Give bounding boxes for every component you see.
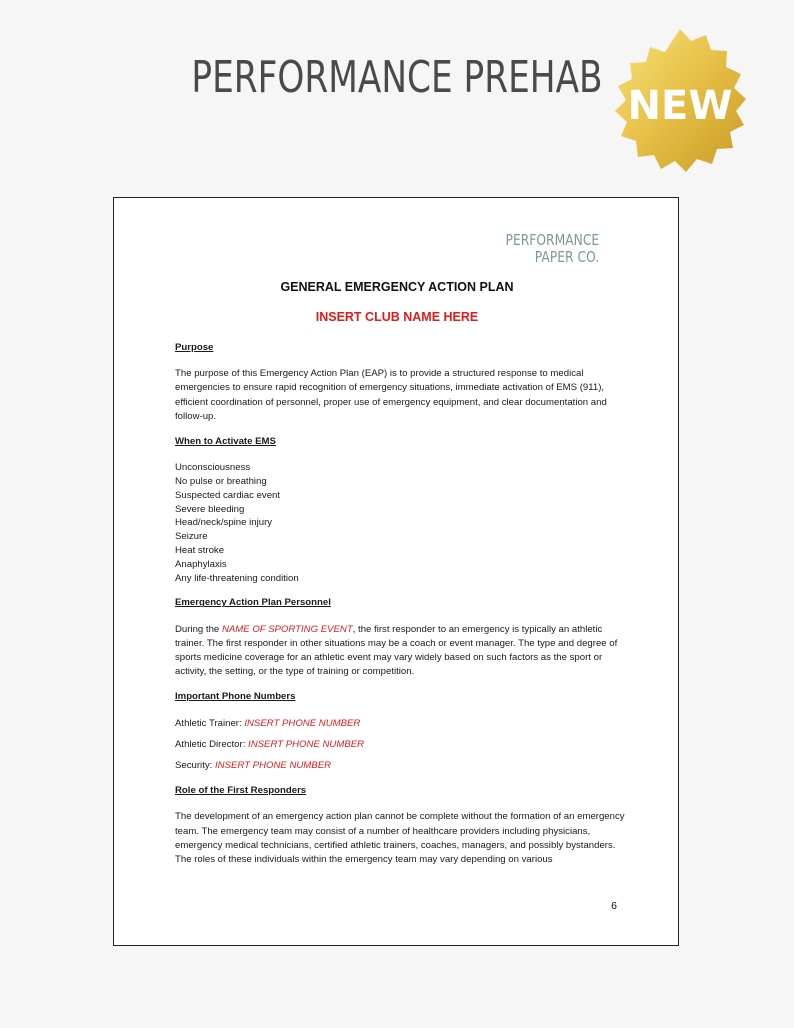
phones-heading: Important Phone Numbers bbox=[175, 691, 296, 703]
list-item: Head/neck/spine injury bbox=[175, 517, 273, 529]
club-name-placeholder: INSERT CLUB NAME HERE bbox=[315, 310, 479, 324]
responders-text: The development of an emergency action plan cannot be complete without the formation of an emergency team. The emergency team may consist of a number of healthcare providers including physicians, emergency medical technicians, certified athletic trainers, coaches, managers, and possibly bystanders. The roles of these individuals within the emergency team may vary depending on various bbox=[175, 811, 625, 866]
phone-placeholder: INSERT PHONE NUMBER bbox=[248, 738, 365, 750]
personnel-heading: Emergency Action Plan Personnel bbox=[175, 597, 331, 609]
list-item: Unconsciousness bbox=[175, 462, 251, 474]
list-item: Suspected cardiac event bbox=[175, 489, 281, 501]
personnel-text-post: , the first responder to an emergency is typically an athletic trainer. The first responder in other situations may be a coach or event manager. The type and degree of sports medicine coverage for an athletic event may vary widely based on such factors as the sport or activity, the setting, or the type of training or competition. bbox=[175, 623, 618, 678]
responders-heading: Role of the First Responders bbox=[175, 785, 307, 797]
ems-heading: When to Activate EMS bbox=[175, 436, 276, 448]
personnel-text-pre: During the bbox=[175, 623, 222, 635]
phone-row-athletic-trainer bbox=[175, 717, 625, 731]
phone-label: Security: bbox=[175, 760, 215, 772]
badge-label: NEW bbox=[627, 83, 733, 129]
document-title: GENERAL EMERGENCY ACTION PLAN bbox=[280, 280, 514, 294]
brand-line-2: PAPER CO. bbox=[534, 248, 599, 266]
sporting-event-placeholder: NAME OF SPORTING EVENT bbox=[221, 623, 353, 635]
purpose-text: The purpose of this Emergency Action Plan (EAP) is to provide a structured response to medical emergencies to ensure rapid recognition of emergency situations, immediate activation of EMS (911), efficient coordination of personnel, proper use of emergency equipment, and clear documentation and follow-up. bbox=[175, 368, 607, 422]
phone-label: Athletic Director: bbox=[175, 738, 249, 750]
phone-placeholder: INSERT PHONE NUMBER bbox=[244, 717, 361, 729]
list-item: Any life-threatening condition bbox=[175, 572, 299, 584]
phone-label: Athletic Trainer: bbox=[175, 717, 245, 729]
purpose-heading: Purpose bbox=[175, 342, 214, 353]
list-item: Anaphylaxis bbox=[175, 558, 227, 570]
list-item: Heat stroke bbox=[175, 545, 225, 556]
page-number: 6 bbox=[611, 900, 617, 912]
brand-logo bbox=[505, 232, 599, 266]
brand-line-1: PERFORMANCE bbox=[505, 231, 599, 249]
new-badge bbox=[603, 27, 757, 181]
banner-title: PERFORMANCE PREHAB bbox=[191, 52, 603, 103]
document-page bbox=[113, 197, 679, 946]
document-body bbox=[175, 341, 625, 878]
ems-list bbox=[175, 461, 625, 585]
phone-placeholder: INSERT PHONE NUMBER bbox=[215, 760, 332, 772]
phone-row-security bbox=[175, 759, 625, 773]
list-item: Seizure bbox=[175, 531, 208, 543]
list-item: Severe bleeding bbox=[175, 503, 245, 515]
personnel-text bbox=[175, 623, 625, 680]
list-item: No pulse or breathing bbox=[175, 476, 267, 488]
phone-row-athletic-director bbox=[175, 738, 625, 752]
